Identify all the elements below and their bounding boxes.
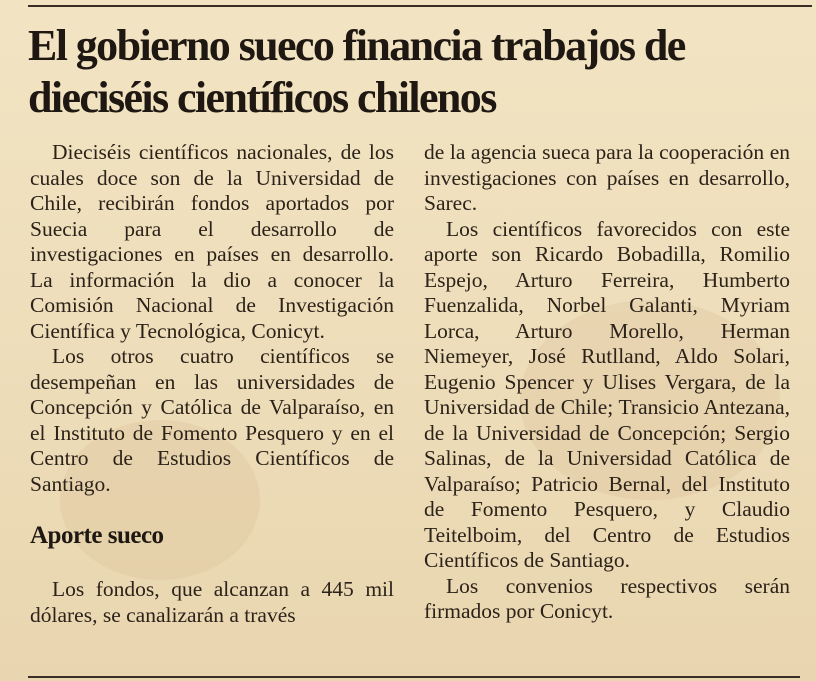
paragraph: Los fondos, que alcanzan a 445 mil dólares, se canalizarán a través xyxy=(30,577,394,627)
left-column xyxy=(30,140,394,628)
paragraph: de la agencia sueca para la cooperación en investigaciones con países en desarrollo, Sarec. xyxy=(424,140,790,215)
right-column xyxy=(424,140,790,625)
paragraph: Dieciséis científicos nacionales, de los cuales doce son de la Universidad de Chile, recibirán fondos aportados por Suecia para el desarrollo de investigaciones en países en desarrollo. La información la dio a conocer la Comisión Nacional de Investigación Científica y Tecnológica, Conicyt. xyxy=(30,140,394,343)
section-subhead: Aporte sueco xyxy=(30,522,164,549)
paragraph: Los convenios respectivos serán firmados por Conicyt. xyxy=(424,573,790,623)
article-headline: El gobierno sueco financia trabajos de dieciséis científicos chilenos xyxy=(28,21,685,122)
bottom-rule xyxy=(28,676,800,678)
paragraph: Los científicos favorecidos con este aporte son Ricardo Bobadilla, Romilio Espejo, Arturo Ferreira, Humberto Fuenzalida, Norbel Galanti, Myriam Lorca, Arturo Morello, Herman Niemeyer, José Rutlland, Aldo Solari, Eugenio Spencer y Ulises Vergara, de la Universidad de Chile; Transicio Antezana, de la Universidad de Concepción; Sergio Salinas, de la Universidad Católica de Valparaíso; Patricio Bernal, del Instituto de Fomento Pesquero, y Claudio Teitelboim, del Centro de Estudios Científicos de Santiago. xyxy=(424,216,790,572)
top-rule xyxy=(28,5,812,7)
paragraph: Los otros cuatro científicos se desempeñan en las universidades de Concepción y Católica de Valparaíso, en el Instituto de Fomento Pesquero y en el Centro de Estudios Científicos de Santiago. xyxy=(30,344,394,496)
